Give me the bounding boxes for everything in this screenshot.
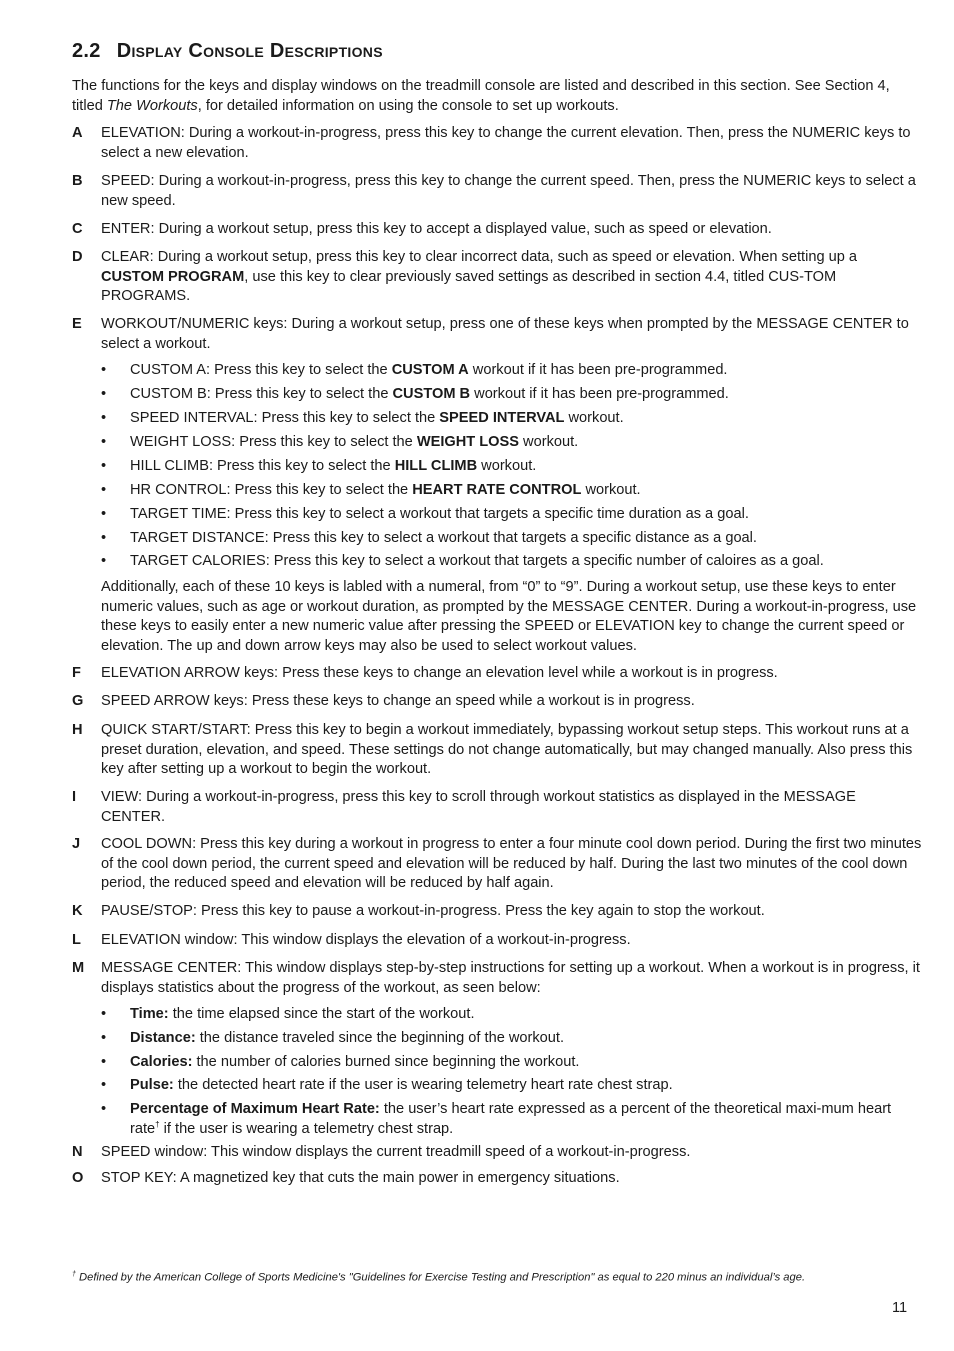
- bullet: •: [101, 1030, 107, 1046]
- bullet-text-end: workout.: [519, 434, 579, 450]
- bullet-text: CUSTOM B: Press this key to select the: [130, 386, 393, 402]
- item-letter: H: [72, 722, 83, 738]
- bullet: •: [101, 482, 107, 498]
- bullet: •: [101, 1077, 107, 1093]
- workout-key-item: [101, 361, 921, 381]
- item-text: ELEVATION window: This window displays the elevation of a workout-in-progress.: [101, 932, 631, 948]
- bullet: •: [101, 1101, 107, 1117]
- stat-name: Calories:: [130, 1054, 193, 1070]
- item-j: [72, 835, 922, 894]
- footnote-reference: †: [155, 1119, 160, 1129]
- bullet-bold: WEIGHT LOSS: [416, 434, 519, 450]
- workout-key-item: [101, 481, 921, 501]
- intro-text-end: , for detailed information on using the console to set up workouts.: [197, 97, 619, 114]
- item-letter: O: [72, 1170, 84, 1186]
- bullet-text: HR CONTROL: Press this key to select the: [130, 482, 413, 498]
- bullet-text: TARGET DISTANCE: Press this key to select a workout that targets a specific distance as a goal.: [130, 530, 757, 546]
- item-g: [72, 692, 922, 712]
- intro-text: The functions for the keys and display windows on the treadmill console are listed and described in this section. See Section 4, titled: [72, 78, 890, 114]
- workout-key-item: [101, 433, 921, 453]
- stat-name: Pulse:: [130, 1077, 174, 1093]
- item-letter: L: [72, 932, 81, 948]
- item-d-bold: CUSTOM PROGRAM: [101, 268, 245, 285]
- stat-description: the time elapsed since the start of the workout.: [168, 1006, 475, 1022]
- item-e: [72, 315, 922, 354]
- item-text: PAUSE/STOP: Press this key to pause a workout-in-progress. Press the key again to stop the workout.: [101, 903, 765, 919]
- intro-italic-title: The Workouts: [106, 97, 198, 114]
- item-letter: A: [72, 125, 83, 141]
- bullet-text-end: workout if it has been pre-programmed.: [468, 362, 728, 378]
- bullet: •: [101, 553, 107, 569]
- item-k: [72, 902, 922, 922]
- bullet-bold: SPEED INTERVAL: [439, 410, 565, 426]
- item-text: VIEW: During a workout-in-progress, press this key to scroll through workout statistics as displayed in the MESSAGE CENTER.: [101, 789, 856, 825]
- bullet-bold: CUSTOM A: [391, 362, 469, 378]
- item-d-text: CLEAR: During a workout setup, press this key to clear incorrect data, such as speed or elevation. When setting up a: [101, 249, 858, 265]
- bullet-text-end: workout.: [477, 458, 537, 474]
- bullet: •: [101, 362, 107, 378]
- intro-paragraph: [72, 77, 922, 116]
- bullet-text: TARGET TIME: Press this key to select a workout that targets a specific time duration as a goal.: [130, 506, 749, 522]
- bullet-text: WEIGHT LOSS: Press this key to select the: [130, 434, 417, 450]
- workout-key-item: [101, 385, 921, 405]
- bullet-text: SPEED INTERVAL: Press this key to select the: [130, 410, 440, 426]
- item-c: [72, 220, 922, 240]
- stat-description: the user’s heart rate expressed as a percent of the theoretical maxi-mum heart rate: [130, 1101, 892, 1137]
- item-o: [72, 1169, 922, 1189]
- bullet-text-end: workout.: [564, 410, 624, 426]
- item-text: ENTER: During a workout setup, press this key to accept a displayed value, such as speed or elevation.: [101, 221, 772, 237]
- bullet: •: [101, 386, 107, 402]
- stat-item: [101, 1076, 921, 1096]
- stat-name: Time:: [130, 1006, 169, 1022]
- footnote: [72, 1267, 922, 1286]
- stat-description-end: if the user is wearing a telemetry chest strap.: [159, 1120, 454, 1137]
- item-d-text-end: , use this key to clear previously saved settings as described in section 4.4, titled CUS-TOM PROGRAMS.: [101, 268, 837, 304]
- item-text: [101, 248, 922, 307]
- bullet-text: CUSTOM A: Press this key to select the: [130, 362, 392, 378]
- stat-description: the distance traveled since the beginning of the workout.: [195, 1030, 565, 1046]
- bullet-text-end: workout.: [581, 482, 641, 498]
- stat-description: the number of calories burned since beginning the workout.: [192, 1054, 580, 1070]
- item-letter: C: [72, 221, 83, 237]
- item-letter: I: [72, 789, 77, 805]
- stat-item: [101, 1029, 921, 1049]
- page-number: 11: [892, 1300, 908, 1316]
- item-text: QUICK START/START: Press this key to begin a workout immediately, bypassing workout setup steps. This workout runs at a preset duration, elevation, and speed. These settings do not change automatically, but may changed manually. Also press this key after setting up a workout to begin the workout.: [101, 722, 913, 777]
- item-i: [72, 788, 922, 827]
- item-letter: E: [72, 316, 82, 332]
- numeric-keys-note: Additionally, each of these 10 keys is labled with a numeral, from “0” to “9”. During a workout setup, use these keys to enter numeric values, such as age or workout duration, as prompted by the MESSAGE CENTER. During a workout-in-progress, use these keys to easily enter a new numeric value after pressing the SPEED or ELEVATION key to change the current speed or elevation. The up and down arrow keys may also be used to select workout values.: [101, 579, 917, 654]
- item-letter: F: [72, 665, 81, 681]
- item-text: SPEED ARROW keys: Press these keys to change an speed while a workout is in progress.: [101, 693, 695, 709]
- footnote-mark: †: [72, 1271, 76, 1278]
- stat-name: Distance:: [130, 1030, 196, 1046]
- bullet-text: HILL CLIMB: Press this key to select the: [130, 458, 395, 474]
- item-h: [72, 721, 922, 780]
- item-text: STOP KEY: A magnetized key that cuts the main power in emergency situations.: [101, 1170, 620, 1186]
- stat-item: [101, 1005, 921, 1025]
- section-heading: [72, 40, 383, 63]
- item-text: SPEED window: This window displays the current treadmill speed of a workout-in-progress.: [101, 1144, 691, 1160]
- item-letter: M: [72, 960, 85, 976]
- bullet: •: [101, 434, 107, 450]
- item-text: COOL DOWN: Press this key during a workout in progress to enter a four minute cool down period. During the first two minutes of the cool down period, the current speed and elevation will be reduced by half. During the last two minutes of the cool down period, the reduced speed and elevation will be reduced by half again.: [101, 836, 922, 891]
- workout-key-item: [101, 529, 921, 549]
- bullet: •: [101, 458, 107, 474]
- bullet-text: TARGET CALORIES: Press this key to select a workout that targets a specific number of caloires as a goal.: [130, 553, 824, 569]
- stat-item: [101, 1100, 921, 1139]
- bullet-bold: HILL CLIMB: [394, 458, 478, 474]
- item-letter: N: [72, 1144, 83, 1160]
- bullet: •: [101, 1006, 107, 1022]
- item-n: [72, 1143, 922, 1163]
- workout-key-item: [101, 552, 921, 572]
- item-text: ELEVATION: During a workout-in-progress, press this key to change the current elevation. Then, press the NUMERIC keys to select a new elevation.: [101, 125, 911, 161]
- item-text: WORKOUT/NUMERIC keys: During a workout setup, press one of these keys when prompted by the MESSAGE CENTER to select a workout.: [101, 316, 909, 352]
- item-text: ELEVATION ARROW keys: Press these keys to change an elevation level while a workout is in progress.: [101, 665, 778, 681]
- item-b: [72, 172, 922, 211]
- bullet-bold: CUSTOM B: [392, 386, 471, 402]
- bullet: •: [101, 530, 107, 546]
- stat-name: Percentage of Maximum Heart Rate:: [130, 1101, 380, 1117]
- section-title: Display Console Descriptions: [116, 40, 383, 62]
- bullet-text-end: workout if it has been pre-programmed.: [470, 386, 729, 402]
- item-text: MESSAGE CENTER: This window displays step-by-step instructions for setting up a workout. When a workout is in progress, it displays statistics about the progress of the workout, as seen below:: [101, 960, 920, 996]
- workout-key-item: [101, 505, 921, 525]
- item-letter: B: [72, 173, 83, 189]
- item-letter: J: [72, 836, 81, 852]
- item-letter: K: [72, 903, 83, 919]
- bullet: •: [101, 506, 107, 522]
- bullet: •: [101, 1054, 107, 1070]
- item-text: SPEED: During a workout-in-progress, press this key to change the current speed. Then, press the NUMERIC keys to select a new speed.: [101, 173, 916, 209]
- bullet: •: [101, 410, 107, 426]
- bullet-bold: HEART RATE CONTROL: [412, 482, 582, 498]
- stat-item: [101, 1053, 921, 1073]
- section-number: 2.2: [72, 40, 101, 62]
- item-f: [72, 664, 922, 684]
- workout-key-item: [101, 409, 921, 429]
- footnote-text: Defined by the American College of Sports Medicine's "Guidelines for Exercise Testing and Prescription" as equal to 220 minus an individual’s age.: [75, 1271, 806, 1284]
- item-d: [72, 248, 922, 307]
- item-l: [72, 931, 922, 951]
- item-a: [72, 124, 922, 163]
- item-letter: D: [72, 249, 83, 265]
- item-m: [72, 959, 922, 998]
- workout-key-item: [101, 457, 921, 477]
- item-letter: G: [72, 693, 84, 709]
- stat-description: the detected heart rate if the user is wearing telemetry heart rate chest strap.: [173, 1077, 673, 1093]
